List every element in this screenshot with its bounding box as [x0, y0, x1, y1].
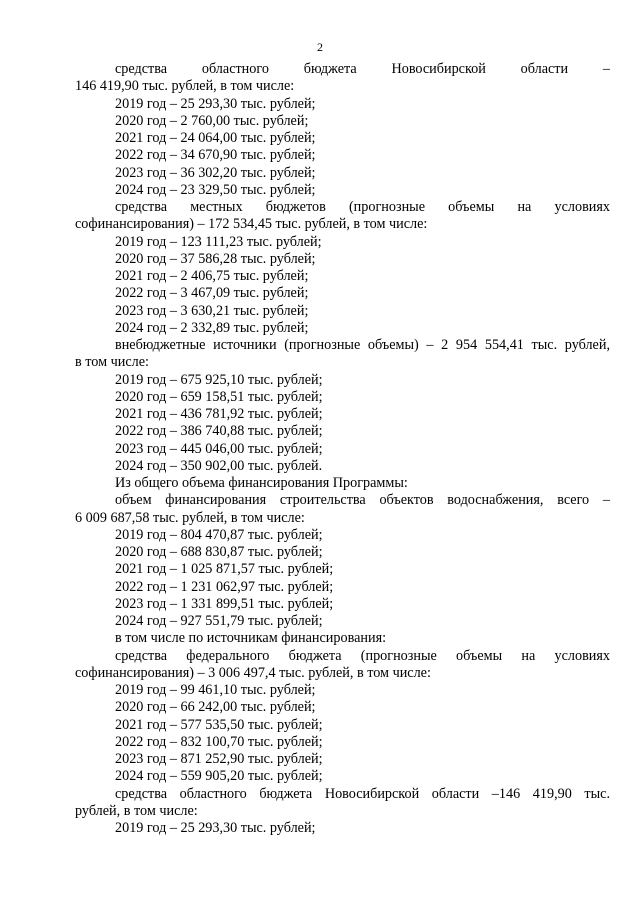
text-line: средства областного бюджета Новосибирской области –	[115, 61, 610, 77]
text-line: софинансирования) – 3 006 497,4 тыс. рублей, в том числе:	[75, 664, 431, 681]
text-line: 2019 год – 123 111,23 тыс. рублей;	[115, 233, 322, 250]
text-line: 2021 год – 1 025 871,57 тыс. рублей;	[115, 561, 334, 578]
text-line: 2022 год – 1 231 062,97 тыс. рублей;	[115, 578, 334, 595]
text-line: 2021 год – 24 064,00 тыс. рублей;	[115, 130, 316, 146]
text-line: 2024 год – 927 551,79 тыс. рублей;	[115, 613, 323, 629]
text-line: 2021 год – 577 535,50 тыс. рублей;	[115, 716, 323, 733]
text-line: 2022 год – 34 670,90 тыс. рублей;	[115, 147, 316, 164]
text-line: 2022 год – 386 740,88 тыс. рублей;	[115, 423, 323, 440]
page-number: 2	[317, 40, 323, 54]
text-line: 2020 год – 688 830,87 тыс. рублей;	[115, 544, 323, 560]
text-line: в том числе:	[75, 354, 149, 371]
text-line: 2021 год – 2 406,75 тыс. рублей;	[115, 268, 309, 284]
text-line: 2023 год – 1 331 899,51 тыс. рублей;	[115, 595, 334, 612]
text-line: внебюджетные источники (прогнозные объемы) – 2 954 554,41 тыс. рублей,	[115, 337, 610, 353]
document-body	[75, 61, 610, 837]
text-line: в том числе по источникам финансирования:	[115, 630, 387, 647]
text-line: 2023 год – 36 302,20 тыс. рублей;	[115, 164, 316, 181]
text-line: 2020 год – 2 760,00 тыс. рублей;	[115, 112, 309, 129]
text-line: средства областного бюджета Новосибирской области –146 419,90 тыс.	[115, 785, 610, 802]
text-line: 2020 год – 66 242,00 тыс. рублей;	[115, 699, 316, 716]
text-line: 146 419,90 тыс. рублей, в том числе:	[75, 78, 295, 95]
text-line: Из общего объема финансирования Программы:	[115, 475, 408, 491]
text-line: 2024 год – 350 902,00 тыс. рублей.	[115, 457, 323, 474]
text-line: 2024 год – 2 332,89 тыс. рублей;	[115, 319, 309, 336]
text-line: софинансирования) – 172 534,45 тыс. рублей, в том числе:	[75, 216, 428, 233]
text-line: 2024 год – 23 329,50 тыс. рублей;	[115, 181, 316, 198]
text-line: 2023 год – 871 252,90 тыс. рублей;	[115, 751, 323, 767]
text-line: 2022 год – 832 100,70 тыс. рублей;	[115, 733, 323, 750]
text-line: 2022 год – 3 467,09 тыс. рублей;	[115, 285, 309, 302]
text-line: объем финансирования строительства объектов водоснабжения, всего –	[115, 492, 610, 509]
text-line: 6 009 687,58 тыс. рублей, в том числе:	[75, 509, 305, 526]
text-line: 2019 год – 25 293,30 тыс. рублей;	[115, 95, 316, 112]
text-line: 2020 год – 37 586,28 тыс. рублей;	[115, 250, 316, 267]
text-line: 2023 год – 445 046,00 тыс. рублей;	[115, 440, 323, 457]
text-line: 2019 год – 99 461,10 тыс. рублей;	[115, 682, 316, 698]
text-line: 2024 год – 559 905,20 тыс. рублей;	[115, 768, 323, 785]
text-line: средства местных бюджетов (прогнозные объемы на условиях	[115, 199, 610, 215]
text-line: 2023 год – 3 630,21 тыс. рублей;	[115, 302, 309, 319]
text-line: 2019 год – 804 470,87 тыс. рублей;	[115, 526, 323, 543]
text-line: рублей, в том числе:	[75, 802, 198, 819]
text-line: 2019 год – 675 925,10 тыс. рублей;	[115, 371, 323, 388]
text-line: 2020 год – 659 158,51 тыс. рублей;	[115, 388, 323, 405]
text-line: 2021 год – 436 781,92 тыс. рублей;	[115, 406, 323, 422]
text-line: средства федерального бюджета (прогнозные объемы на условиях	[115, 647, 610, 664]
text-line: 2019 год – 25 293,30 тыс. рублей;	[115, 820, 316, 836]
